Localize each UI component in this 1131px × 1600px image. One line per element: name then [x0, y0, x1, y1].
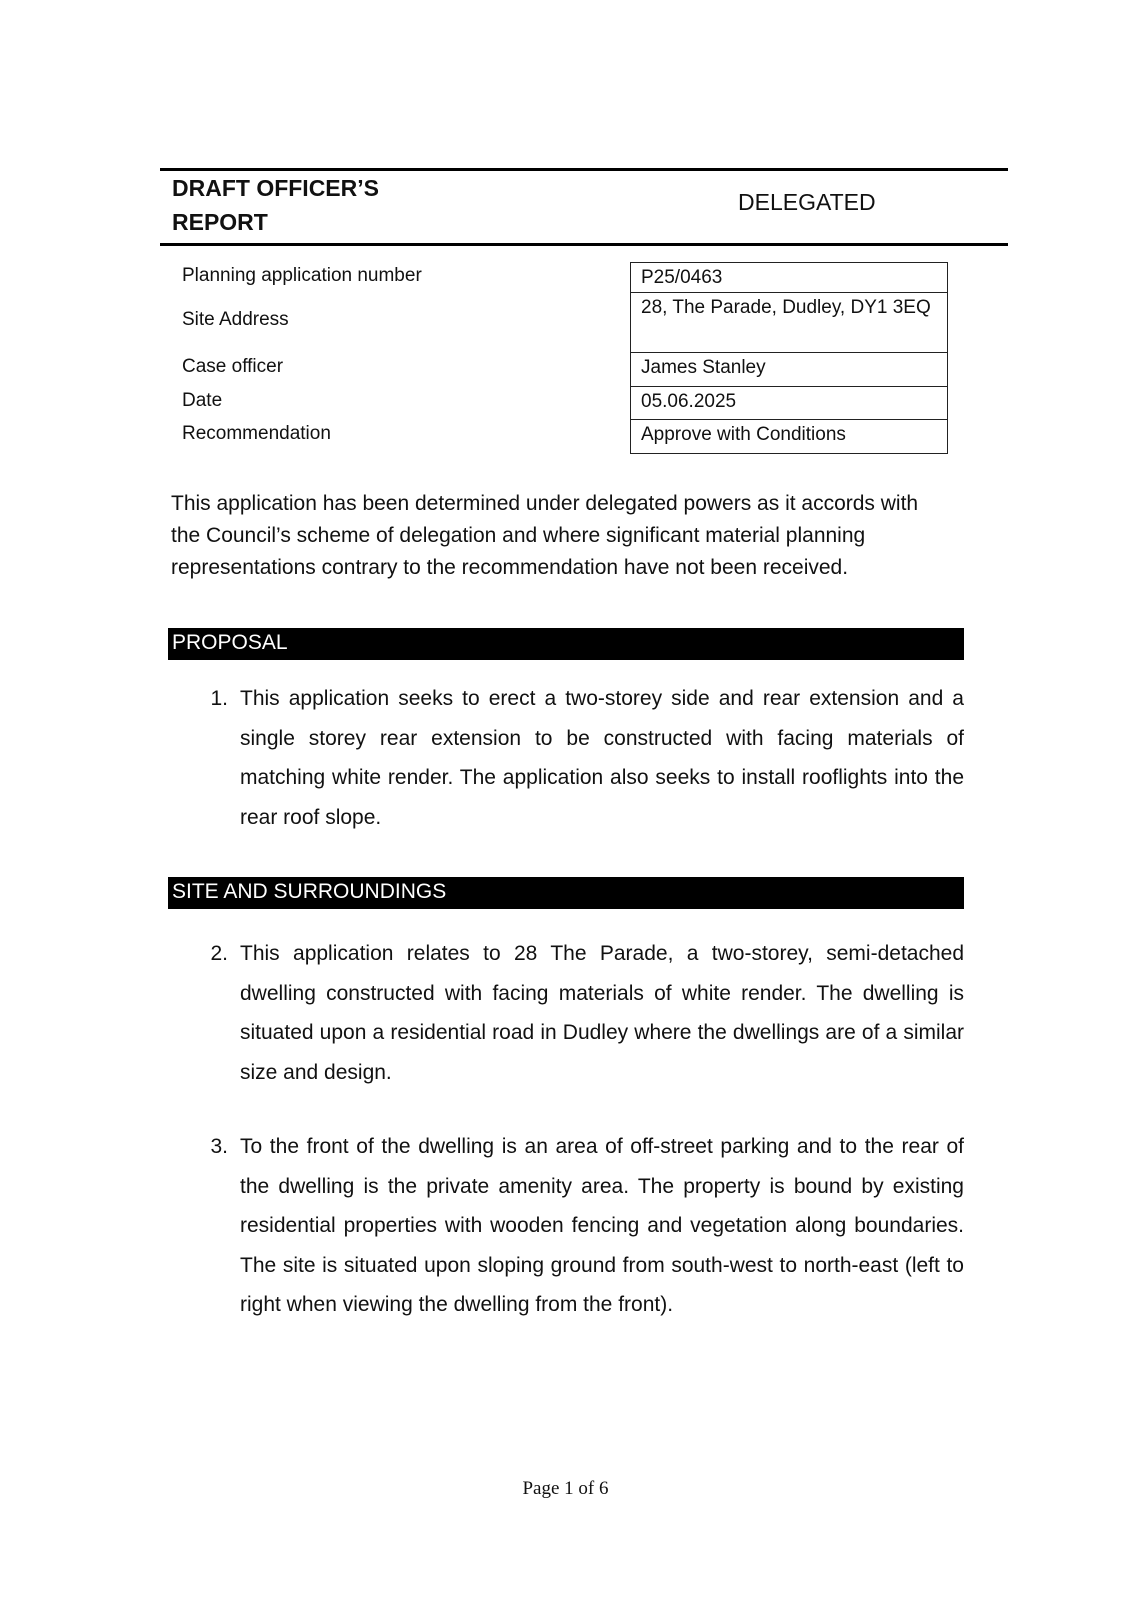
value-site-address: 28, The Parade, Dudley, DY1 3EQ	[630, 292, 948, 352]
report-header	[160, 168, 1008, 246]
label-recommendation: Recommendation	[182, 423, 331, 444]
paragraph-number: 3.	[210, 1135, 228, 1158]
section-heading-site-and-surroundings: SITE AND SURROUNDINGS	[168, 877, 964, 909]
label-date: Date	[182, 390, 223, 411]
paragraph-text: This application seeks to erect a two-storey side and rear extension and a single storey rear extension to be constructed with facing materials of matching white render. The application also seeks to install rooflights into the rear roof slope.	[240, 687, 964, 829]
paragraph-number: 2.	[210, 942, 228, 965]
delegation-statement: This application has been determined under delegated powers as it accords with the Council’s scheme of delegation and where significant material planning representations contrary to the recommendation have not been received.	[171, 492, 919, 579]
value-date: 05.06.2025	[630, 386, 948, 419]
label-application-number: Planning application number	[182, 265, 422, 286]
value-case-officer: James Stanley	[630, 352, 948, 386]
value-recommendation: Approve with Conditions	[630, 419, 948, 454]
numbered-paragraph-3	[200, 1127, 964, 1325]
report-status: DELEGATED	[738, 189, 876, 215]
report-title-line-1: DRAFT OFFICER’S	[172, 175, 379, 201]
paragraph-number: 1.	[210, 687, 228, 710]
section-heading-proposal: PROPOSAL	[168, 628, 964, 660]
label-case-officer: Case officer	[182, 356, 284, 377]
numbered-paragraph-2	[200, 934, 964, 1092]
report-title-line-2: REPORT	[172, 209, 268, 235]
value-application-number: P25/0463	[630, 262, 948, 292]
report-title	[172, 171, 472, 239]
numbered-paragraph-1	[200, 679, 964, 837]
paragraph-text: To the front of the dwelling is an area of off-street parking and to the rear of the dwelling is the private amenity area. The property is bound by existing residential properties with wooden fencing and vegetation along boundaries. The site is situated upon sloping ground from south-west to north-east (left to right when viewing the dwelling from the front).	[240, 1135, 964, 1316]
label-site-address: Site Address	[182, 309, 289, 330]
paragraph-text: This application relates to 28 The Parade, a two-storey, semi-detached dwelling constructed with facing materials of white render. The dwelling is situated upon a residential road in Dudley where the dwellings are of a similar size and design.	[240, 942, 964, 1084]
page-number: Page 1 of 6	[522, 1478, 609, 1499]
